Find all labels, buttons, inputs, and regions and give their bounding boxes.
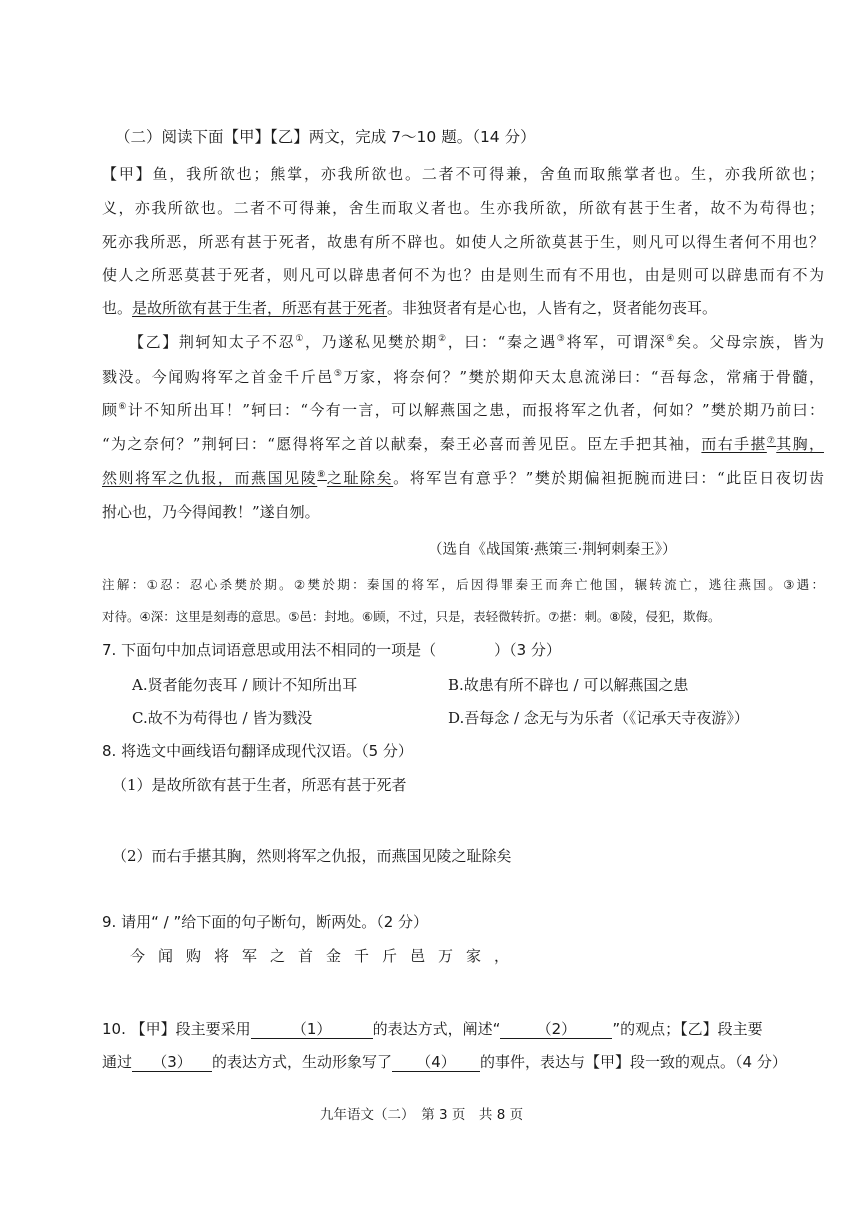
passage-jia-line-3: 死亦我所恶，所恶有甚于死者，故患有所不辟也。如使人之所欲莫甚于生，则凡可以得生者何不用也？ [102, 233, 824, 251]
q9-sentence: 今闻购将军之首金千斤邑万家， [130, 947, 523, 965]
underlined-sentence-2b: 其胸， [776, 435, 824, 453]
q7-stem [102, 640, 561, 660]
q10-text: 10. 【甲】段主要采用 [102, 1020, 251, 1038]
passage-yi-text: 【乙】荆轲知太子不忍 [129, 333, 296, 351]
passage-yi-text: ，乃遂私见樊於期 [304, 333, 438, 351]
q7-option-a: A.贤者能勿丧耳 / 顾计不知所出耳 [132, 676, 358, 694]
q10-text: 通过 [102, 1053, 133, 1071]
underlined-sentence-2a: 而右手揕 [701, 435, 767, 453]
q7-option-d: D.吾每念 / 念无与为乐者（《记承天寺夜游》） [448, 709, 749, 727]
passage-yi-text: 矣。父母宗族，皆为 [675, 333, 824, 351]
underlined-sentence-2d: 之耻除矣 [326, 469, 394, 487]
q10-blank-4[interactable]: （4） [392, 1053, 480, 1072]
q8-sentence-1: （1）是故所欲有甚于生者，所恶有甚于死者 [112, 776, 407, 794]
q10-line-1 [102, 1019, 763, 1039]
q10-text: ”的观点；【乙】段主要 [612, 1020, 763, 1038]
q7-option-b: B.故患有所不辟也 / 可以解燕国之患 [448, 676, 689, 694]
note-marker-8: ⑧ [317, 470, 327, 480]
note-marker-2: ② [438, 334, 448, 344]
q8-sentence-2: （2）而右手揕其胸，然则将军之仇报，而燕国见陵之耻除矣 [112, 847, 512, 865]
note-marker-5: ⑤ [333, 369, 344, 379]
notes-line-1: 注解：①忍：忍心杀樊於期。②樊於期：秦国的将军，后因得罪秦王而奔亡他国，辗转流亡，逃往燕国。③遇： [102, 577, 824, 592]
passage-yi-line-3 [102, 400, 824, 420]
passage-yi-text: 万家，将奈何？”樊於期仰天太息流涕曰：“吾每念，常痛于骨髓， [343, 368, 824, 386]
note-marker-4: ④ [666, 334, 676, 344]
notes-line-2: 对待。④深：这里是刻毒的意思。⑤邑：封地。⑥顾，不过，只是，表轻微转折。⑦揕：刺。⑧陵，侵犯，欺侮。 [102, 609, 721, 624]
underlined-sentence-1: 是故所欲有甚于生者，所恶有甚于死者 [132, 299, 388, 317]
passage-jia-line-5 [102, 298, 717, 318]
source-citation: （选自《战国策·燕策三·荆轲刺秦王》） [428, 542, 677, 558]
q10-blank-2[interactable]: （2） [500, 1020, 612, 1039]
passage-yi-line-5 [102, 468, 824, 488]
note-marker-6: ⑥ [118, 402, 128, 412]
note-marker-1: ① [295, 334, 305, 344]
note-marker-7: ⑦ [766, 436, 777, 446]
q9-stem: 9. 请用“ / ”给下面的句子断句，断两处。（2 分） [102, 913, 429, 931]
q10-text: 的表达方式，生动形象写了 [212, 1053, 393, 1071]
section-heading: （二）阅读下面【甲】【乙】两文，完成 7～10 题。（14 分） [115, 128, 536, 146]
passage-yi-line-4 [102, 434, 824, 454]
q7-option-c: C.故不为苟得也 / 皆为戮没 [132, 709, 313, 727]
passage-jia-line-1: 【甲】鱼，我所欲也；熊掌，亦我所欲也。二者不可得兼，舍鱼而取熊掌者也。生，亦我所欲也； [102, 165, 824, 183]
q7-stem-text: 7. 下面句中加点词语意思或用法不相同的一项是（ [102, 641, 437, 659]
q7-stem-score: ）（3 分） [494, 641, 561, 659]
q10-blank-1[interactable]: （1） [251, 1020, 373, 1039]
passage-jia-line-2: 义，亦我所欲也。二者不可得兼，舍生而取义者也。生亦我所欲，所欲有甚于生者，故不为苟得也； [102, 199, 824, 217]
q10-blank-3[interactable]: （3） [132, 1053, 212, 1072]
q10-text: 的事件，表达与【甲】段一致的观点。（4 分） [480, 1053, 787, 1071]
passage-yi-line-1 [129, 332, 824, 352]
page-footer: 九年语文（二） 第 3 页 共 8 页 [320, 1107, 524, 1123]
passage-yi-text: 计不知所出耳！”轲曰：“今有一言，可以解燕国之患，而报将军之仇者，何如？”樊於期乃前曰： [127, 401, 824, 419]
passage-yi-text: ，曰：“秦之遇 [447, 333, 557, 351]
passage-jia-text: 也。 [102, 299, 133, 317]
underlined-sentence-2c: 然则将军之仇报，而燕国见陵 [102, 469, 318, 487]
passage-yi-line-6: 拊心也，乃今得闻教！”遂自刎。 [102, 503, 320, 521]
q8-stem: 8. 将选文中画线语句翻译成现代汉语。（5 分） [102, 742, 413, 760]
passage-yi-text: 。将军岂有意乎？”樊於期偏袒扼腕而进曰：“此臣日夜切齿 [393, 469, 824, 487]
passage-jia-text: 。非独贤者有是心也，人皆有之，贤者能勿丧耳。 [387, 299, 718, 317]
passage-jia-line-4: 使人之所恶莫甚于死者，则凡可以辟患者何不为也？由是则生而有不用也，由是则可以辟患而有不为 [102, 266, 824, 284]
passage-yi-line-2 [102, 367, 824, 387]
passage-yi-text: 戮没。今闻购将军之首金千斤邑 [102, 368, 334, 386]
passage-yi-text: 将军，可谓深 [566, 333, 667, 351]
note-marker-3: ③ [556, 334, 567, 344]
passage-yi-text: 顾 [102, 401, 119, 419]
passage-yi-text: “为之奈何？”荆轲曰：“愿得将军之首以献秦，秦王必喜而善见臣。臣左手把其袖， [102, 435, 702, 453]
q10-text: 的表达方式，阐述“ [372, 1020, 501, 1038]
q10-line-2 [102, 1052, 787, 1072]
